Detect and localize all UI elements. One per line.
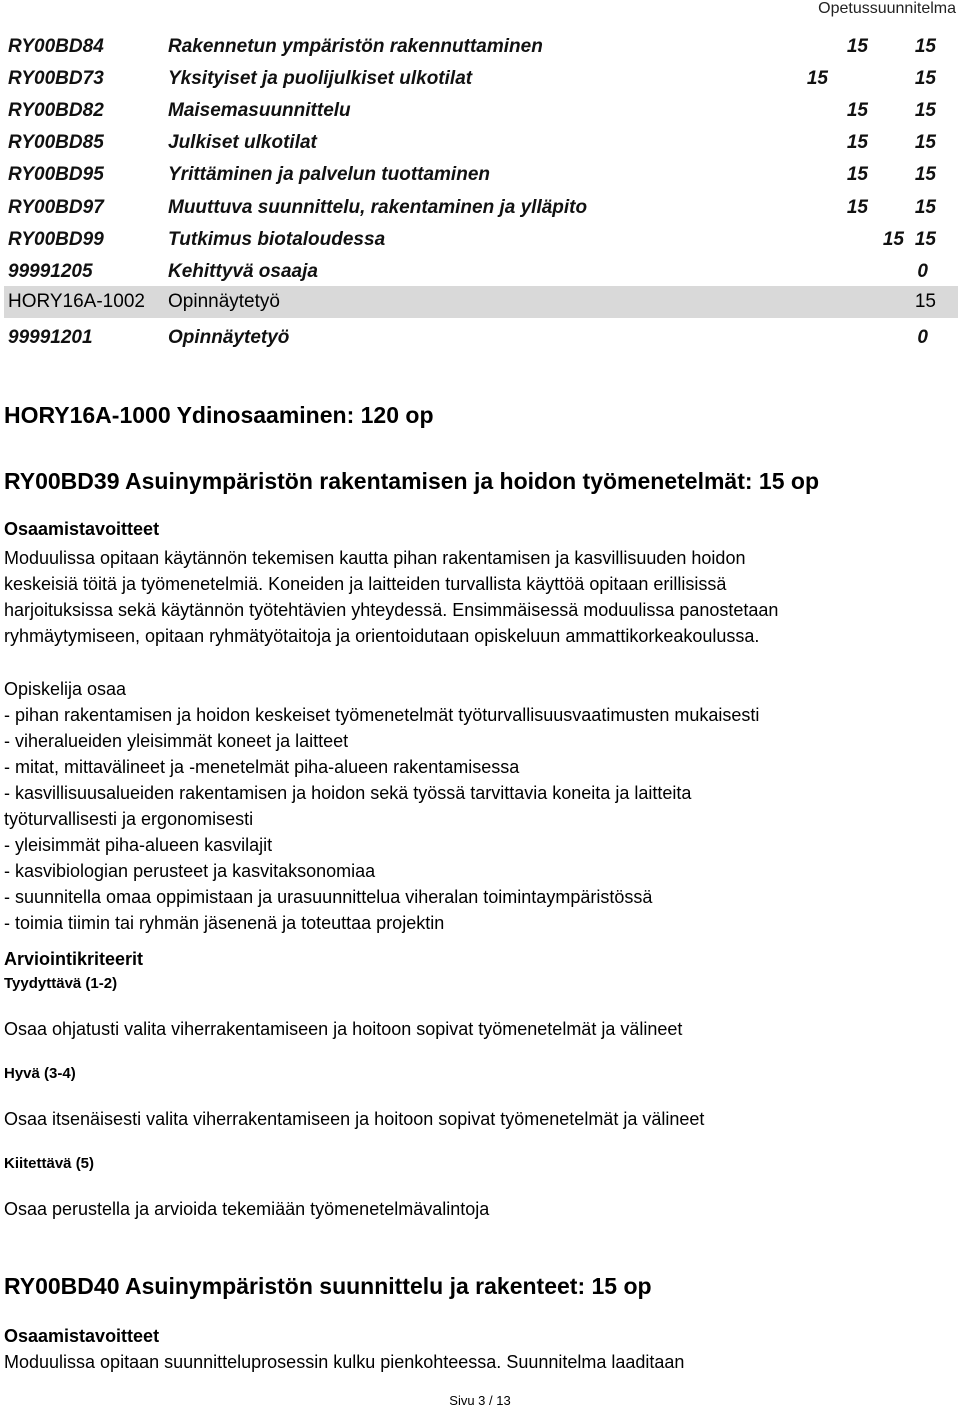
- course-name: Muuttuva suunnittelu, rakentaminen ja ylläpito: [168, 197, 588, 218]
- course-code: RY00BD84: [8, 36, 104, 57]
- list-item: - mitat, mittavälineet ja -menetelmät piha-alueen rakentamisessa: [4, 757, 520, 777]
- table-row: [4, 322, 958, 354]
- credits-total: 15: [914, 132, 936, 153]
- course-name: Maisemasuunnittelu: [168, 100, 351, 121]
- list-item: - toimia tiimin tai ryhmän jäsenenä ja toteuttaa projektin: [4, 913, 445, 933]
- criteria-heading: Arviointikriteerit: [4, 949, 144, 969]
- course-code: RY00BD95: [8, 164, 104, 185]
- list-item: työturvallisesti ja ergonomisesti: [4, 809, 254, 829]
- table-row: [4, 224, 958, 256]
- course-name: Yrittäminen ja palvelun tuottaminen: [168, 164, 490, 185]
- criteria-text: Osaa ohjatusti valita viherrakentamiseen ja hoitoon sopivat työmenetelmät ja välineet: [4, 1019, 683, 1039]
- list-item: - suunnitella omaa oppimistaan ja urasuunnittelua viheralan toimintaympäristössä: [4, 887, 653, 907]
- list-item: - yleisimmät piha-alueen kasvilajit: [4, 835, 273, 855]
- module-title: RY00BD39 Asuinympäristön rakentamisen ja hoidon työmenetelmät: 15 op: [4, 468, 820, 494]
- course-name: Opinnäytetyö: [168, 327, 290, 348]
- credits-total: 15: [914, 68, 936, 89]
- goals-line: keskeisiä töitä ja työmenetelmiä. Koneiden ja laitteiden turvallista käyttöä opitaan erillisissä: [4, 574, 727, 594]
- course-name: Rakennetun ympäristön rakennuttaminen: [168, 36, 543, 57]
- page-number: Sivu 3 / 13: [449, 1393, 511, 1408]
- table-row: [4, 256, 958, 288]
- list-item: - viheralueiden yleisimmät koneet ja laitteet: [4, 731, 349, 751]
- course-code: 99991201: [8, 327, 93, 348]
- credits-total: 15: [914, 36, 936, 57]
- credits-value: 15: [806, 68, 828, 89]
- credits-total: 0: [917, 327, 928, 348]
- table-row: [4, 192, 958, 224]
- list-item: - kasvibiologian perusteet ja kasvitaksonomiaa: [4, 861, 376, 881]
- table-row: [4, 95, 958, 127]
- table-row: [4, 159, 958, 191]
- credits-value: 15: [846, 100, 868, 121]
- course-code: HORY16A-1002: [8, 291, 145, 312]
- course-name: Kehittyvä osaaja: [168, 261, 318, 282]
- list-item: - kasvillisuusalueiden rakentamisen ja hoidon sekä työssä tarvittavia koneita ja laitteita: [4, 783, 692, 803]
- credits-total: 15: [914, 197, 936, 218]
- credits-value: 15: [882, 229, 904, 250]
- course-name: Yksityiset ja puolijulkiset ulkotilat: [168, 68, 473, 89]
- course-code: RY00BD97: [8, 197, 104, 218]
- section-title: HORY16A-1000 Ydinosaaminen: 120 op: [4, 402, 434, 428]
- table-row: [4, 63, 958, 95]
- course-name: Tutkimus biotaloudessa: [168, 229, 386, 250]
- goals-text: Moduulissa opitaan suunnitteluprosessin kulku pienkohteessa. Suunnitelma laaditaan: [4, 1352, 685, 1372]
- course-code: RY00BD82: [8, 100, 104, 121]
- course-name: Opinnäytetyö: [168, 291, 280, 312]
- course-code: RY00BD85: [8, 132, 104, 153]
- course-code: RY00BD73: [8, 68, 104, 89]
- criteria-text: Osaa perustella ja arvioida tekemiään työmenetelmävalintoja: [4, 1199, 490, 1219]
- goals-line: Moduulissa opitaan käytännön tekemisen kautta pihan rakentamisen ja kasvillisuuden hoidon: [4, 548, 746, 568]
- criteria-level: Tyydyttävä (1-2): [4, 975, 118, 992]
- table-row-highlighted: [4, 286, 958, 318]
- table-row: [4, 127, 958, 159]
- credits-value: 15: [846, 164, 868, 185]
- credits-value: 15: [846, 132, 868, 153]
- goals-heading: Osaamistavoitteet: [4, 519, 160, 539]
- credits-total: 0: [917, 261, 928, 282]
- criteria-text: Osaa itsenäisesti valita viherrakentamiseen ja hoitoon sopivat työmenetelmät ja välineet: [4, 1109, 705, 1129]
- goals-heading: Osaamistavoitteet: [4, 1326, 160, 1346]
- list-item: - pihan rakentamisen ja hoidon keskeiset työmenetelmät työturvallisuusvaatimusten mukaisesti: [4, 705, 760, 725]
- credits-total: 15: [914, 164, 936, 185]
- course-name: Julkiset ulkotilat: [168, 132, 317, 153]
- skills-list: [4, 702, 954, 936]
- goals-line: harjoituksissa sekä käytännön työtehtävien yhteydessä. Ensimmäisessä moduulissa panostetaan: [4, 600, 779, 620]
- criteria-level: Hyvä (3-4): [4, 1065, 76, 1082]
- credits-total: 15: [914, 291, 936, 312]
- goals-line: ryhmäytymiseen, opitaan ryhmätyötaitoja ja orientoidutaan opiskeluun ammattikorkeakoulussa.: [4, 626, 760, 646]
- document-title: Opetussuunnitelma: [818, 0, 956, 17]
- credits-total: 15: [914, 229, 936, 250]
- table-row: [4, 31, 958, 63]
- course-code: 99991205: [8, 261, 93, 282]
- course-code: RY00BD99: [8, 229, 104, 250]
- student-lead: Opiskelija osaa: [4, 679, 127, 699]
- goals-text: [4, 545, 954, 649]
- credits-value: 15: [846, 36, 868, 57]
- module-title: RY00BD40 Asuinympäristön suunnittelu ja rakenteet: 15 op: [4, 1273, 652, 1299]
- credits-value: 15: [846, 197, 868, 218]
- criteria-level: Kiitettävä (5): [4, 1155, 95, 1172]
- credits-total: 15: [914, 100, 936, 121]
